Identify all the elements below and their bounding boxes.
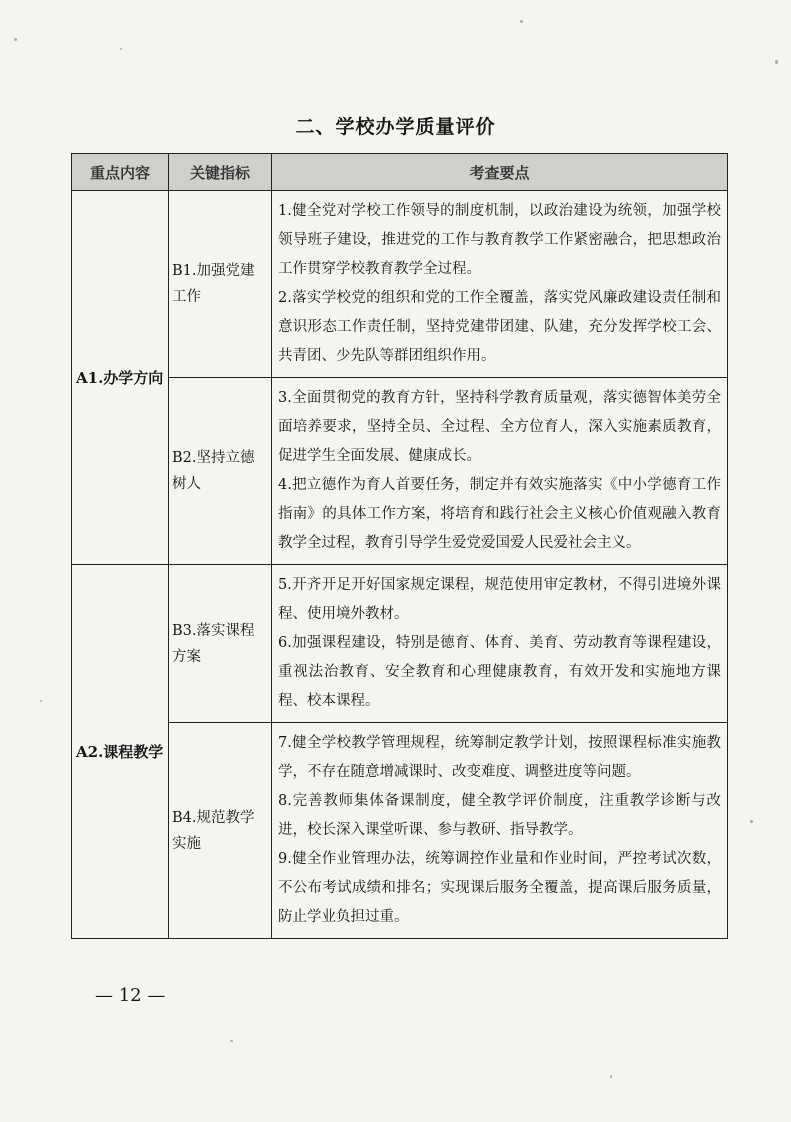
table-row xyxy=(72,378,728,565)
check-point: 1.健全党对学校工作领导的制度机制，以政治建设为统领，加强学校领导班子建设，推进党的工作与教育教学工作紧密融合，把思想政治工作贯穿学校教育教学全过程。 xyxy=(278,203,721,277)
check-points-cell xyxy=(272,378,728,565)
header-check-points: 考查要点 xyxy=(272,154,728,191)
scan-speck xyxy=(14,38,17,41)
check-point: 6.加强课程建设，特别是德育、体育、美育、劳动教育等课程建设，重视法治教育、安全教育和心理健康教育，有效开发和实施地方课程、校本课程。 xyxy=(278,635,721,709)
indicator-cell: B1.加强党建工作 xyxy=(169,191,272,378)
scan-speck xyxy=(40,700,42,702)
check-points-cell xyxy=(272,565,728,723)
check-points-cell xyxy=(272,191,728,378)
scan-speck xyxy=(230,1040,233,1042)
page-number: — 12 — xyxy=(95,985,166,1006)
scan-speck xyxy=(775,60,778,64)
check-point: 3.全面贯彻党的教育方针，坚持科学教育质量观，落实德智体美劳全面培养要求，坚持全员、全过程、全方位育人，深入实施素质教育，促进学生全面发展、健康成长。 xyxy=(278,390,721,464)
indicator-cell: B2.坚持立德树人 xyxy=(169,378,272,565)
table-row xyxy=(72,723,728,939)
table-row xyxy=(72,565,728,723)
scan-speck xyxy=(610,1075,612,1078)
header-key-indicator: 关键指标 xyxy=(169,154,272,191)
check-points-cell xyxy=(272,723,728,939)
scan-speck xyxy=(120,48,122,50)
table-header-row xyxy=(72,154,728,191)
table-row xyxy=(72,191,728,378)
category-cell: A1.办学方向 xyxy=(72,191,169,565)
check-point: 9.健全作业管理办法，统筹调控作业量和作业时间，严控考试次数，不公布考试成绩和排名；实现课后服务全覆盖，提高课后服务质量，防止学业负担过重。 xyxy=(278,851,721,925)
check-point: 5.开齐开足开好国家规定课程，规范使用审定教材，不得引进境外课程、使用境外教材。 xyxy=(278,577,721,622)
scan-speck xyxy=(750,820,753,823)
check-point: 8.完善教师集体备课制度，健全教学评价制度，注重教学诊断与改进，校长深入课堂听课、参与教研、指导教学。 xyxy=(278,793,721,838)
check-point: 4.把立德作为育人首要任务，制定并有效实施落实《中小学德育工作指南》的具体工作方案，将培育和践行社会主义核心价值观融入教育教学全过程，教育引导学生爱党爱国爱人民爱社会主义。 xyxy=(278,477,721,551)
indicator-cell: B4.规范教学实施 xyxy=(169,723,272,939)
page-title: 二、学校办学质量评价 xyxy=(295,116,496,138)
indicator-cell: B3.落实课程方案 xyxy=(169,565,272,723)
check-point: 7.健全学校教学管理规程，统筹制定教学计划，按照课程标准实施教学，不存在随意增减课时、改变难度、调整进度等问题。 xyxy=(278,735,721,780)
category-cell: A2.课程教学 xyxy=(72,565,169,939)
check-point: 2.落实学校党的组织和党的工作全覆盖，落实党风廉政建设责任制和意识形态工作责任制，坚持党建带团建、队建，充分发挥学校工会、共青团、少先队等群团组织作用。 xyxy=(278,290,721,364)
evaluation-table xyxy=(71,153,728,939)
header-key-content: 重点内容 xyxy=(72,154,169,191)
scan-speck xyxy=(520,20,523,23)
